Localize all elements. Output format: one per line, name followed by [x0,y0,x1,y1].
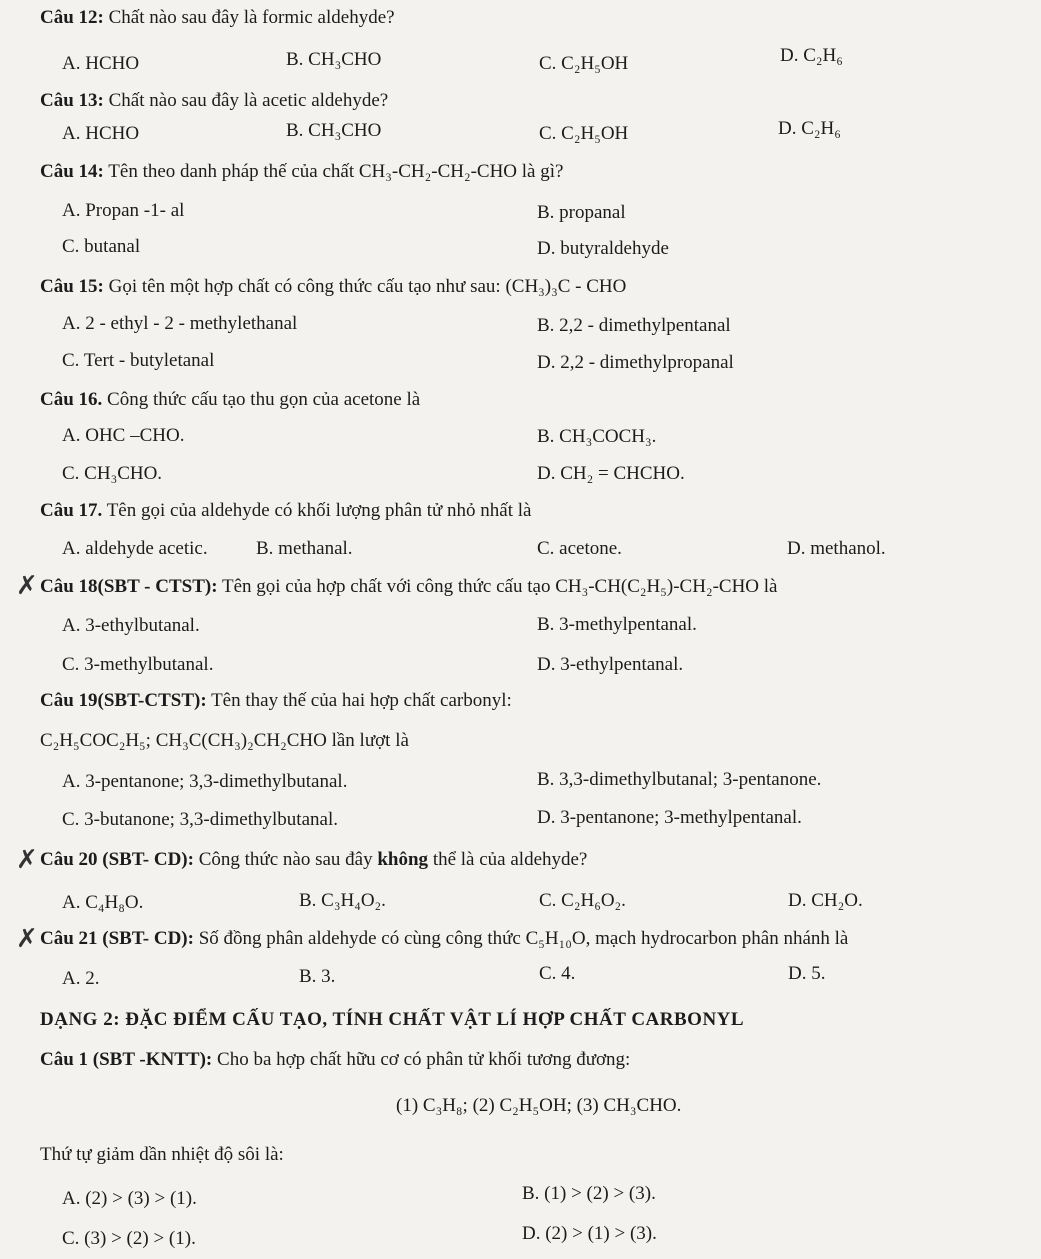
q13-option-c[interactable]: C. C₂H₅OH [539,123,629,144]
q18-option-a[interactable]: A. 3-ethylbutanal. [62,615,200,636]
q16-option-c[interactable]: C. CH₃CHO. [62,463,163,484]
q14-text: Tên theo danh pháp thế của chất CH₃-CH₂-CH₂-CHO là gì? [103,161,564,182]
q15-label: Câu 15: [40,276,104,297]
q21-option-b[interactable]: B. 3. [299,966,336,987]
q17-option-d[interactable]: D. methanol. [787,538,886,559]
q18-label: Câu 18(SBT - CTST): [40,576,218,597]
q12-text: Chất nào sau đây là formic aldehyde? [103,7,395,28]
q20-cross-mark: ✗ [16,845,38,875]
q12-option-a[interactable]: A. HCHO [62,53,140,74]
q16-option-b[interactable]: B. CH₃COCH₃. [537,426,657,447]
q19-stem [40,689,512,713]
q21-text: Số đồng phân aldehyde có cùng công thức C₅H₁₀O, mạch hydrocarbon phân nhánh là [193,928,849,949]
q12-option-d[interactable]: D. C₂H₆ [780,45,843,66]
q14-option-a[interactable]: A. Propan -1- al [62,200,185,221]
q17-stem [40,499,532,523]
q12-option-c[interactable]: C. C₂H₅OH [539,53,629,74]
q13-label: Câu 13: [40,90,104,111]
s2q1-stem [40,1048,630,1072]
q18-text: Tên gọi của hợp chất với công thức cấu tạo CH₃-CH(C₂H₅)-CH₂-CHO là [217,576,778,597]
q15-text: Gọi tên một hợp chất có công thức cấu tạo như sau: (CH₃)₃C - CHO [103,276,627,297]
q15-option-c[interactable]: C. Tert - butyletanal [62,350,215,371]
q17-option-b[interactable]: B. methanal. [256,538,353,559]
q13-stem [40,89,388,113]
q20-option-c[interactable]: C. C₂H₆O₂. [539,890,626,911]
q15-option-d[interactable]: D. 2,2 - dimethylpropanal [537,352,734,373]
q20-stem [40,848,587,872]
q13-option-b[interactable]: B. CH₃CHO [286,120,382,141]
q15-stem [40,275,626,299]
q13-option-a[interactable]: A. HCHO [62,123,140,144]
q14-stem [40,160,563,184]
q21-option-a[interactable]: A. 2. [62,968,100,989]
q14-label: Câu 14: [40,161,104,182]
q17-option-a[interactable]: A. aldehyde acetic. [62,538,208,559]
q18-cross-mark: ✗ [16,571,38,601]
q14-option-b[interactable]: B. propanal [537,202,626,223]
q16-option-d[interactable]: D. CH₂ = CHCHO. [537,463,685,484]
q16-stem [40,388,420,412]
q19-option-a[interactable]: A. 3-pentanone; 3,3-dimethylbutanal. [62,771,348,792]
q17-option-c[interactable]: C. acetone. [537,538,622,559]
q13-option-d[interactable]: D. C₂H₆ [778,118,841,139]
q12-option-b[interactable]: B. CH₃CHO [286,49,382,70]
q19-option-d[interactable]: D. 3-pentanone; 3-methylpentanal. [537,807,802,828]
q21-label: Câu 21 (SBT- CD): [40,928,194,949]
q20-label: Câu 20 (SBT- CD): [40,849,194,870]
q20-option-a[interactable]: A. C₄H₈O. [62,892,144,913]
q21-stem [40,927,848,951]
q20-text-bold: không [377,849,429,870]
q19-label: Câu 19(SBT-CTST): [40,690,207,711]
q16-text: Công thức cấu tạo thu gọn của acetone là [102,389,421,410]
q19-option-c[interactable]: C. 3-butanone; 3,3-dimethylbutanal. [62,809,338,830]
s2q1-prompt: Thứ tự giảm dần nhiệt độ sôi là: [40,1144,284,1165]
q21-option-d[interactable]: D. 5. [788,963,826,984]
s2q1-option-d[interactable]: D. (2) > (1) > (3). [522,1223,657,1244]
s2q1-option-c[interactable]: C. (3) > (2) > (1). [62,1228,196,1249]
q19-stem-line2: C₂H₅COC₂H₅; CH₃C(CH₃)₂CH₂CHO lần lượt là [40,730,409,751]
q21-option-c[interactable]: C. 4. [539,963,576,984]
q14-option-d[interactable]: D. butyraldehyde [537,238,669,259]
q18-stem [40,575,777,599]
q14-option-c[interactable]: C. butanal [62,236,141,257]
q16-option-a[interactable]: A. OHC –CHO. [62,425,185,446]
q18-option-b[interactable]: B. 3-methylpentanal. [537,614,697,635]
s2q1-compounds: (1) C₃H₈; (2) C₂H₅OH; (3) CH₃CHO. [396,1095,682,1116]
q15-option-b[interactable]: B. 2,2 - dimethylpentanal [537,315,731,336]
q15-option-a[interactable]: A. 2 - ethyl - 2 - methylethanal [62,313,298,334]
q18-option-c[interactable]: C. 3-methylbutanal. [62,654,214,675]
q17-label: Câu 17. [40,500,103,521]
q19-text: Tên thay thế của hai hợp chất carbonyl: [206,690,512,711]
q19-option-b[interactable]: B. 3,3-dimethylbutanal; 3-pentanone. [537,769,822,790]
s2q1-option-b[interactable]: B. (1) > (2) > (3). [522,1183,656,1204]
q20-option-b[interactable]: B. C₃H₄O₂. [299,890,386,911]
s2q1-text: Cho ba hợp chất hữu cơ có phân tử khối tương đương: [212,1049,631,1070]
q18-option-d[interactable]: D. 3-ethylpentanal. [537,654,684,675]
s2q1-option-a[interactable]: A. (2) > (3) > (1). [62,1188,197,1209]
q13-text: Chất nào sau đây là acetic aldehyde? [103,90,389,111]
section-2-heading: DẠNG 2: ĐẶC ĐIỂM CẤU TẠO, TÍNH CHẤT VẬT LÍ HỢP CHẤT CARBONYL [40,1009,745,1030]
s2q1-label: Câu 1 (SBT -KNTT): [40,1049,213,1070]
q17-text: Tên gọi của aldehyde có khối lượng phân tử nhỏ nhất là [102,500,532,521]
q21-cross-mark: ✗ [16,924,38,954]
q20-text-post: thể là của aldehyde? [428,849,588,870]
q12-label: Câu 12: [40,7,104,28]
q16-label: Câu 16. [40,389,103,410]
q20-text-pre: Công thức nào sau đây [193,849,378,870]
q20-option-d[interactable]: D. CH₂O. [788,890,863,911]
q12-stem [40,6,395,30]
